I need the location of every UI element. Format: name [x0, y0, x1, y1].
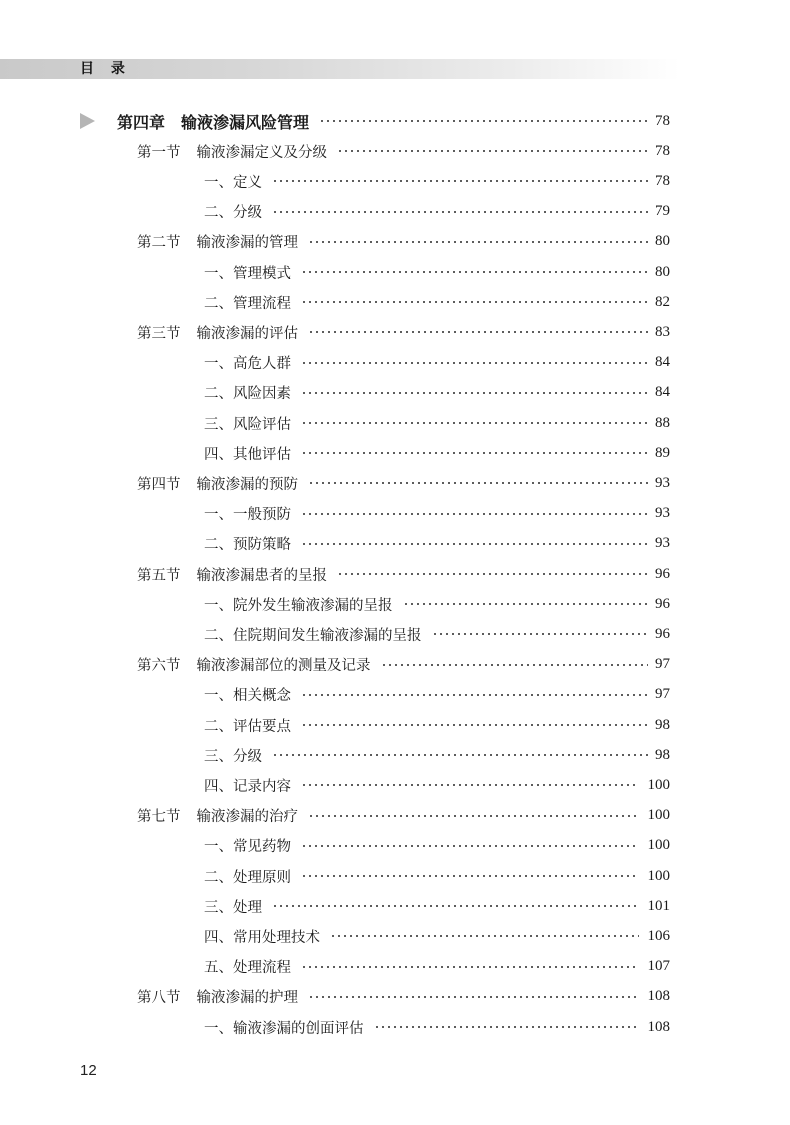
section-label	[137, 141, 327, 162]
item-label	[204, 745, 262, 766]
item-title: 一、高危人群	[204, 356, 291, 373]
dot-leader	[319, 120, 648, 122]
item-label	[204, 715, 291, 736]
dot-leader	[432, 633, 648, 635]
toc-item-row[interactable]	[0, 891, 790, 921]
item-page-number: 106	[647, 927, 670, 944]
section-title: 输液渗漏的评估	[196, 325, 298, 342]
toc-item-row[interactable]	[0, 680, 790, 710]
item-title: 三、处理	[204, 899, 262, 916]
item-title: 一、院外发生输液渗漏的呈报	[204, 597, 393, 614]
toc-item-row[interactable]	[0, 921, 790, 951]
dot-leader	[403, 603, 648, 605]
item-title: 一、管理模式	[204, 265, 291, 282]
dot-leader	[337, 150, 648, 152]
dot-leader	[301, 271, 648, 273]
section-page-number: 93	[655, 474, 670, 491]
dot-leader	[301, 452, 648, 454]
toc-item-row[interactable]	[0, 257, 790, 287]
item-label	[204, 413, 291, 434]
section-number: 第四节	[137, 476, 181, 493]
toc-section-row[interactable]	[0, 650, 790, 680]
dot-leader	[272, 180, 648, 182]
item-page-number: 84	[655, 354, 670, 371]
item-page-number: 93	[655, 535, 670, 552]
footer-page-number: 12	[80, 1062, 97, 1079]
item-page-number: 101	[647, 897, 670, 914]
item-page-number: 98	[655, 716, 670, 733]
section-number: 第一节	[137, 144, 181, 161]
dot-leader	[308, 815, 639, 817]
dot-leader	[272, 754, 648, 756]
item-title: 一、一般预防	[204, 507, 291, 524]
section-label	[137, 473, 298, 494]
toc-item-row[interactable]	[0, 287, 790, 317]
section-label	[137, 654, 371, 675]
section-page-number: 83	[655, 323, 670, 340]
item-title: 二、管理流程	[204, 295, 291, 312]
item-page-number: 97	[655, 686, 670, 703]
section-page-number: 80	[655, 233, 670, 250]
section-title: 输液渗漏的护理	[196, 990, 298, 1007]
toc-item-row[interactable]	[0, 197, 790, 227]
dot-leader	[301, 966, 639, 968]
item-page-number: 79	[655, 203, 670, 220]
toc-section-row[interactable]	[0, 559, 790, 589]
section-page-number: 108	[647, 988, 670, 1005]
item-label	[204, 201, 262, 222]
item-label	[204, 594, 393, 615]
item-page-number: 78	[655, 172, 670, 189]
item-label	[204, 382, 291, 403]
chapter-label	[117, 110, 309, 133]
item-label	[204, 503, 291, 524]
item-label	[204, 926, 320, 947]
dot-leader	[301, 543, 648, 545]
toc-item-row[interactable]	[0, 166, 790, 196]
item-page-number: 98	[655, 746, 670, 763]
section-number: 第六节	[137, 658, 181, 675]
dot-leader	[308, 331, 648, 333]
toc-item-row[interactable]	[0, 1012, 790, 1042]
item-label	[204, 896, 262, 917]
section-title: 输液渗漏患者的呈报	[196, 567, 327, 584]
section-label	[137, 564, 327, 585]
section-number: 第五节	[137, 567, 181, 584]
dot-leader	[301, 362, 648, 364]
item-title: 三、分级	[204, 748, 262, 765]
dot-leader	[308, 241, 648, 243]
section-label	[137, 805, 298, 826]
item-label	[204, 352, 291, 373]
dot-leader	[301, 392, 648, 394]
section-title: 输液渗漏的管理	[196, 235, 298, 252]
item-page-number: 89	[655, 444, 670, 461]
item-page-number: 108	[647, 1018, 670, 1035]
dot-leader	[301, 875, 639, 877]
section-title: 输液渗漏的预防	[196, 476, 298, 493]
item-page-number: 100	[647, 837, 670, 854]
item-page-number: 84	[655, 384, 670, 401]
dot-leader	[301, 694, 648, 696]
item-page-number: 96	[655, 625, 670, 642]
section-title: 输液渗漏定义及分级	[196, 144, 327, 161]
header-title: 目 录	[80, 61, 131, 77]
section-number: 第二节	[137, 235, 181, 252]
dot-leader	[337, 573, 648, 575]
item-title: 一、相关概念	[204, 688, 291, 705]
item-title: 二、风险因素	[204, 386, 291, 403]
toc-item-row[interactable]	[0, 408, 790, 438]
chapter-number: 第四章	[117, 112, 166, 132]
toc-section-row[interactable]	[0, 136, 790, 166]
item-title: 三、风险评估	[204, 416, 291, 433]
item-label	[204, 262, 291, 283]
dot-leader	[301, 724, 648, 726]
item-title: 二、住院期间发生输液渗漏的呈报	[204, 627, 422, 644]
toc-item-row[interactable]	[0, 378, 790, 408]
toc-item-row[interactable]	[0, 589, 790, 619]
dot-leader	[381, 664, 648, 666]
toc-section-row[interactable]	[0, 468, 790, 498]
item-label	[204, 835, 291, 856]
item-title: 二、评估要点	[204, 718, 291, 735]
dot-leader	[301, 845, 639, 847]
item-label	[204, 956, 291, 977]
item-label	[204, 171, 262, 192]
section-number: 第八节	[137, 990, 181, 1007]
item-page-number: 107	[647, 958, 670, 975]
item-title: 四、常用处理技术	[204, 929, 320, 946]
item-page-number: 80	[655, 263, 670, 280]
chapter-title: 输液渗漏风险管理	[181, 112, 310, 132]
toc-section-row[interactable]	[0, 227, 790, 257]
item-title: 一、常见药物	[204, 839, 291, 856]
item-title: 五、处理流程	[204, 960, 291, 977]
toc-item-row[interactable]	[0, 710, 790, 740]
dot-leader	[301, 301, 648, 303]
item-page-number: 82	[655, 293, 670, 310]
section-label	[137, 231, 298, 252]
dot-leader	[301, 513, 648, 515]
section-title: 输液渗漏的治疗	[196, 809, 298, 826]
item-label	[204, 775, 291, 796]
toc-item-row[interactable]	[0, 438, 790, 468]
dot-leader	[308, 996, 639, 998]
toc-item-row[interactable]	[0, 952, 790, 982]
dot-leader	[308, 482, 648, 484]
item-page-number: 96	[655, 595, 670, 612]
toc-section-row[interactable]	[0, 317, 790, 347]
dot-leader	[301, 422, 648, 424]
section-label	[137, 322, 298, 343]
toc-item-row[interactable]	[0, 831, 790, 861]
item-title: 二、处理原则	[204, 869, 291, 886]
item-page-number: 88	[655, 414, 670, 431]
item-label	[204, 1017, 364, 1038]
item-label	[204, 684, 291, 705]
item-title: 二、预防策略	[204, 537, 291, 554]
section-page-number: 97	[655, 656, 670, 673]
toc-section-row[interactable]	[0, 801, 790, 831]
item-label	[204, 624, 422, 645]
toc-item-row[interactable]	[0, 499, 790, 529]
item-title: 四、其他评估	[204, 446, 291, 463]
item-title: 二、分级	[204, 205, 262, 222]
section-title: 输液渗漏部位的测量及记录	[196, 658, 371, 675]
section-page-number: 78	[655, 142, 670, 159]
toc-section-row[interactable]	[0, 982, 790, 1012]
item-page-number: 100	[647, 776, 670, 793]
item-title: 一、输液渗漏的创面评估	[204, 1020, 364, 1037]
item-page-number: 93	[655, 505, 670, 522]
item-label	[204, 533, 291, 554]
section-label	[137, 986, 298, 1007]
dot-leader	[272, 905, 639, 907]
toc-item-row[interactable]	[0, 529, 790, 559]
section-number: 第七节	[137, 809, 181, 826]
toc-item-row[interactable]	[0, 740, 790, 770]
toc-item-row[interactable]	[0, 348, 790, 378]
dot-leader	[374, 1026, 639, 1028]
dot-leader	[301, 784, 639, 786]
section-page-number: 100	[647, 807, 670, 824]
item-label	[204, 443, 291, 464]
toc-item-row[interactable]	[0, 619, 790, 649]
dot-leader	[330, 935, 639, 937]
chapter-arrow-icon	[80, 113, 95, 129]
chapter-page-number: 78	[655, 112, 670, 129]
item-title: 四、记录内容	[204, 778, 291, 795]
item-title: 一、定义	[204, 174, 262, 191]
item-label	[204, 866, 291, 887]
section-number: 第三节	[137, 325, 181, 342]
toc-item-row[interactable]	[0, 861, 790, 891]
dot-leader	[272, 211, 648, 213]
toc-chapter-row[interactable]	[0, 106, 790, 136]
section-page-number: 96	[655, 565, 670, 582]
item-label	[204, 292, 291, 313]
toc-item-row[interactable]	[0, 770, 790, 800]
item-page-number: 100	[647, 867, 670, 884]
